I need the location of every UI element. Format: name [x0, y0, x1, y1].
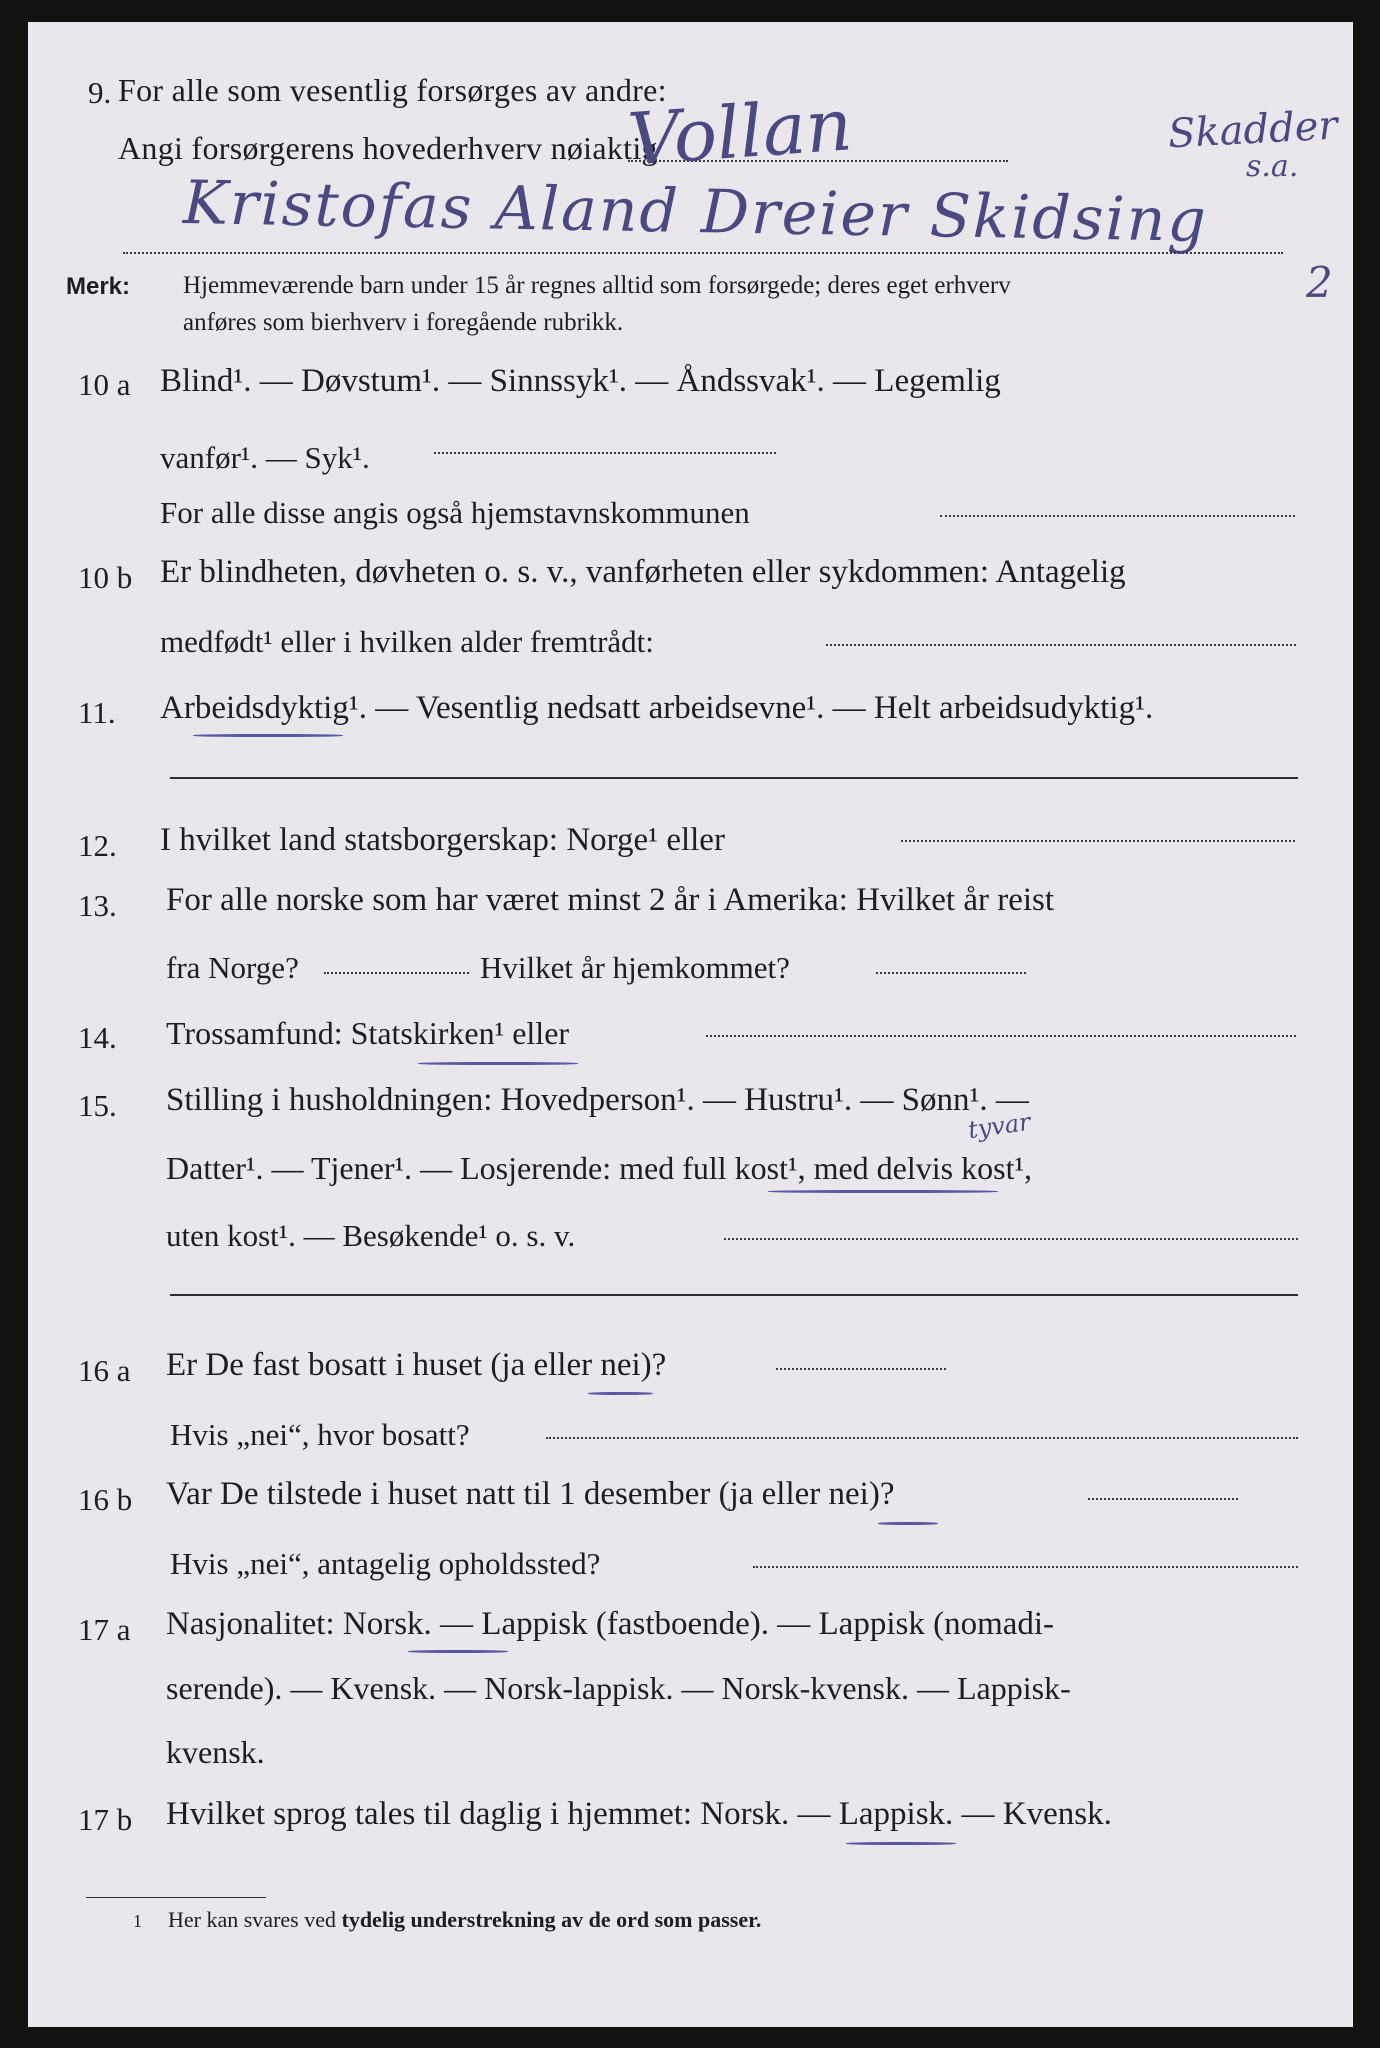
- q10a-dotted-line: [434, 452, 776, 454]
- q14-line1: Trossamfund: Statskirken¹ eller: [166, 1015, 570, 1051]
- q17a-line1: Nasjonalitet: Norsk. — Lappisk (fastboende). — Lappisk (nomadi-: [166, 1606, 1055, 1642]
- q10b-line1: Er blindheten, døvheten o. s. v., vanførheten eller sykdommen: Antagelig: [160, 554, 1126, 590]
- q11-answer-line: [170, 777, 1298, 779]
- q10b-dotted-line: [826, 644, 1296, 646]
- footnote-mark: 1: [133, 1911, 142, 1931]
- q16a-line2: Hvis „nei“, hvor bosatt?: [170, 1417, 470, 1452]
- q17a-line2: serende). — Kvensk. — Norsk-lappisk. — Norsk-kvensk. — Lappisk-: [166, 1670, 1071, 1706]
- q17a-number: 17 a: [78, 1612, 131, 1647]
- q16b-line1: Var De tilstede i huset natt til 1 desember (ja eller nei)?: [166, 1476, 895, 1512]
- q11-pencil-underline: [193, 734, 343, 737]
- q16a-pencil-underline: [588, 1392, 653, 1395]
- footnote-text-a: Her kan svares ved: [168, 1907, 336, 1932]
- q9-handwriting-occupation: Skadder: [1166, 102, 1339, 158]
- q13-line2b: Hvilket år hjemkommet?: [480, 950, 790, 985]
- q16b-dotted-line-2: [753, 1566, 1298, 1568]
- q12-number: 12.: [78, 828, 117, 863]
- q9-handwriting-mark: 2: [1306, 258, 1333, 307]
- q10a-line2: vanfør¹. — Syk¹.: [160, 440, 370, 475]
- q17a-line3: kvensk.: [166, 1734, 265, 1770]
- q15-dotted-line: [724, 1238, 1298, 1240]
- q16b-number: 16 b: [78, 1482, 133, 1517]
- q15-answer-line: [170, 1294, 1298, 1296]
- q14-pencil-underline: [418, 1062, 578, 1065]
- merk-label: Merk:: [66, 273, 131, 300]
- q13-number: 13.: [78, 888, 117, 923]
- q10b-number: 10 b: [78, 560, 133, 595]
- q16b-line2: Hvis „nei“, antagelig opholdssted?: [170, 1546, 601, 1581]
- q14-dotted-line: [706, 1035, 1296, 1037]
- q15-line1: Stilling i husholdningen: Hovedperson¹. — Hustru¹. — Sønn¹. —: [166, 1082, 1029, 1118]
- q13-dotted-line-a: [324, 972, 469, 974]
- q9-handwriting-sa: s.a.: [1246, 149, 1299, 184]
- q9-line1: For alle som vesentlig forsørges av andre:: [118, 72, 667, 108]
- q17b-line1: Hvilket sprog tales til daglig i hjemmet: Norsk. — Lappisk. — Kvensk.: [166, 1796, 1112, 1832]
- q15-handwriting: tyvar: [966, 1107, 1033, 1145]
- q15-line3: uten kost¹. — Besøkende¹ o. s. v.: [166, 1218, 576, 1253]
- footnote-text-b: tydelig understrekning av de ord som passer.: [341, 1907, 762, 1932]
- merk-line2: anføres som bierhverv i foregående rubrikk.: [183, 309, 624, 336]
- q9-dotted-line-2: [123, 252, 1283, 254]
- footnote-rule: [86, 1897, 266, 1898]
- q10a-dotted-line-2: [940, 515, 1295, 517]
- q16b-pencil-underline: [878, 1522, 938, 1525]
- q9-number: 9.: [88, 75, 112, 110]
- q12-dotted-line: [901, 840, 1295, 842]
- merk-line1: Hjemmeværende barn under 15 år regnes alltid som forsørgede; deres eget erhverv: [183, 272, 1011, 299]
- q10a-line1: Blind¹. — Døvstum¹. — Sinnssyk¹. — Åndssvak¹. — Legemlig: [160, 363, 1001, 399]
- q13-dotted-line-b: [876, 972, 1026, 974]
- q15-pencil-underline: [768, 1190, 998, 1193]
- footnote-text: [168, 1909, 761, 1931]
- census-form-page: [28, 22, 1353, 2027]
- q16a-line1: Er De fast bosatt i huset (ja eller nei)?: [166, 1347, 667, 1383]
- q9-handwriting-name: Kristofas Aland Dreier Skidsing: [182, 168, 1209, 256]
- q17b-number: 17 b: [78, 1802, 133, 1837]
- q11-number: 11.: [78, 695, 116, 730]
- q11-line1: Arbeidsdyktig¹. — Vesentlig nedsatt arbeidsevne¹. — Helt arbeidsudyktig¹.: [160, 690, 1154, 726]
- q12-line1: I hvilket land statsborgerskap: Norge¹ eller: [160, 822, 725, 858]
- q10a-number: 10 a: [78, 367, 131, 402]
- q10a-line3: For alle disse angis også hjemstavnskommunen: [160, 495, 750, 530]
- q9-handwriting-employer: Vollan: [625, 82, 855, 182]
- q16a-number: 16 a: [78, 1353, 131, 1388]
- q13-line2a: fra Norge?: [166, 950, 299, 985]
- q16b-dotted-line: [1088, 1498, 1238, 1500]
- q14-number: 14.: [78, 1020, 117, 1055]
- q17b-pencil-underline: [846, 1842, 956, 1845]
- q15-number: 15.: [78, 1088, 117, 1123]
- q10b-line2: medfødt¹ eller i hvilken alder fremtrådt:: [160, 624, 654, 659]
- q16a-dotted-line: [776, 1368, 946, 1370]
- q15-line2: Datter¹. — Tjener¹. — Losjerende: med full kost¹, med delvis kost¹,: [166, 1150, 1033, 1186]
- q13-line1: For alle norske som har været minst 2 år i Amerika: Hvilket år reist: [166, 882, 1055, 918]
- q17a-pencil-underline: [408, 1650, 508, 1653]
- q16a-dotted-line-2: [546, 1437, 1298, 1439]
- q9-line2: Angi forsørgerens hovederhverv nøiaktig: [118, 130, 658, 166]
